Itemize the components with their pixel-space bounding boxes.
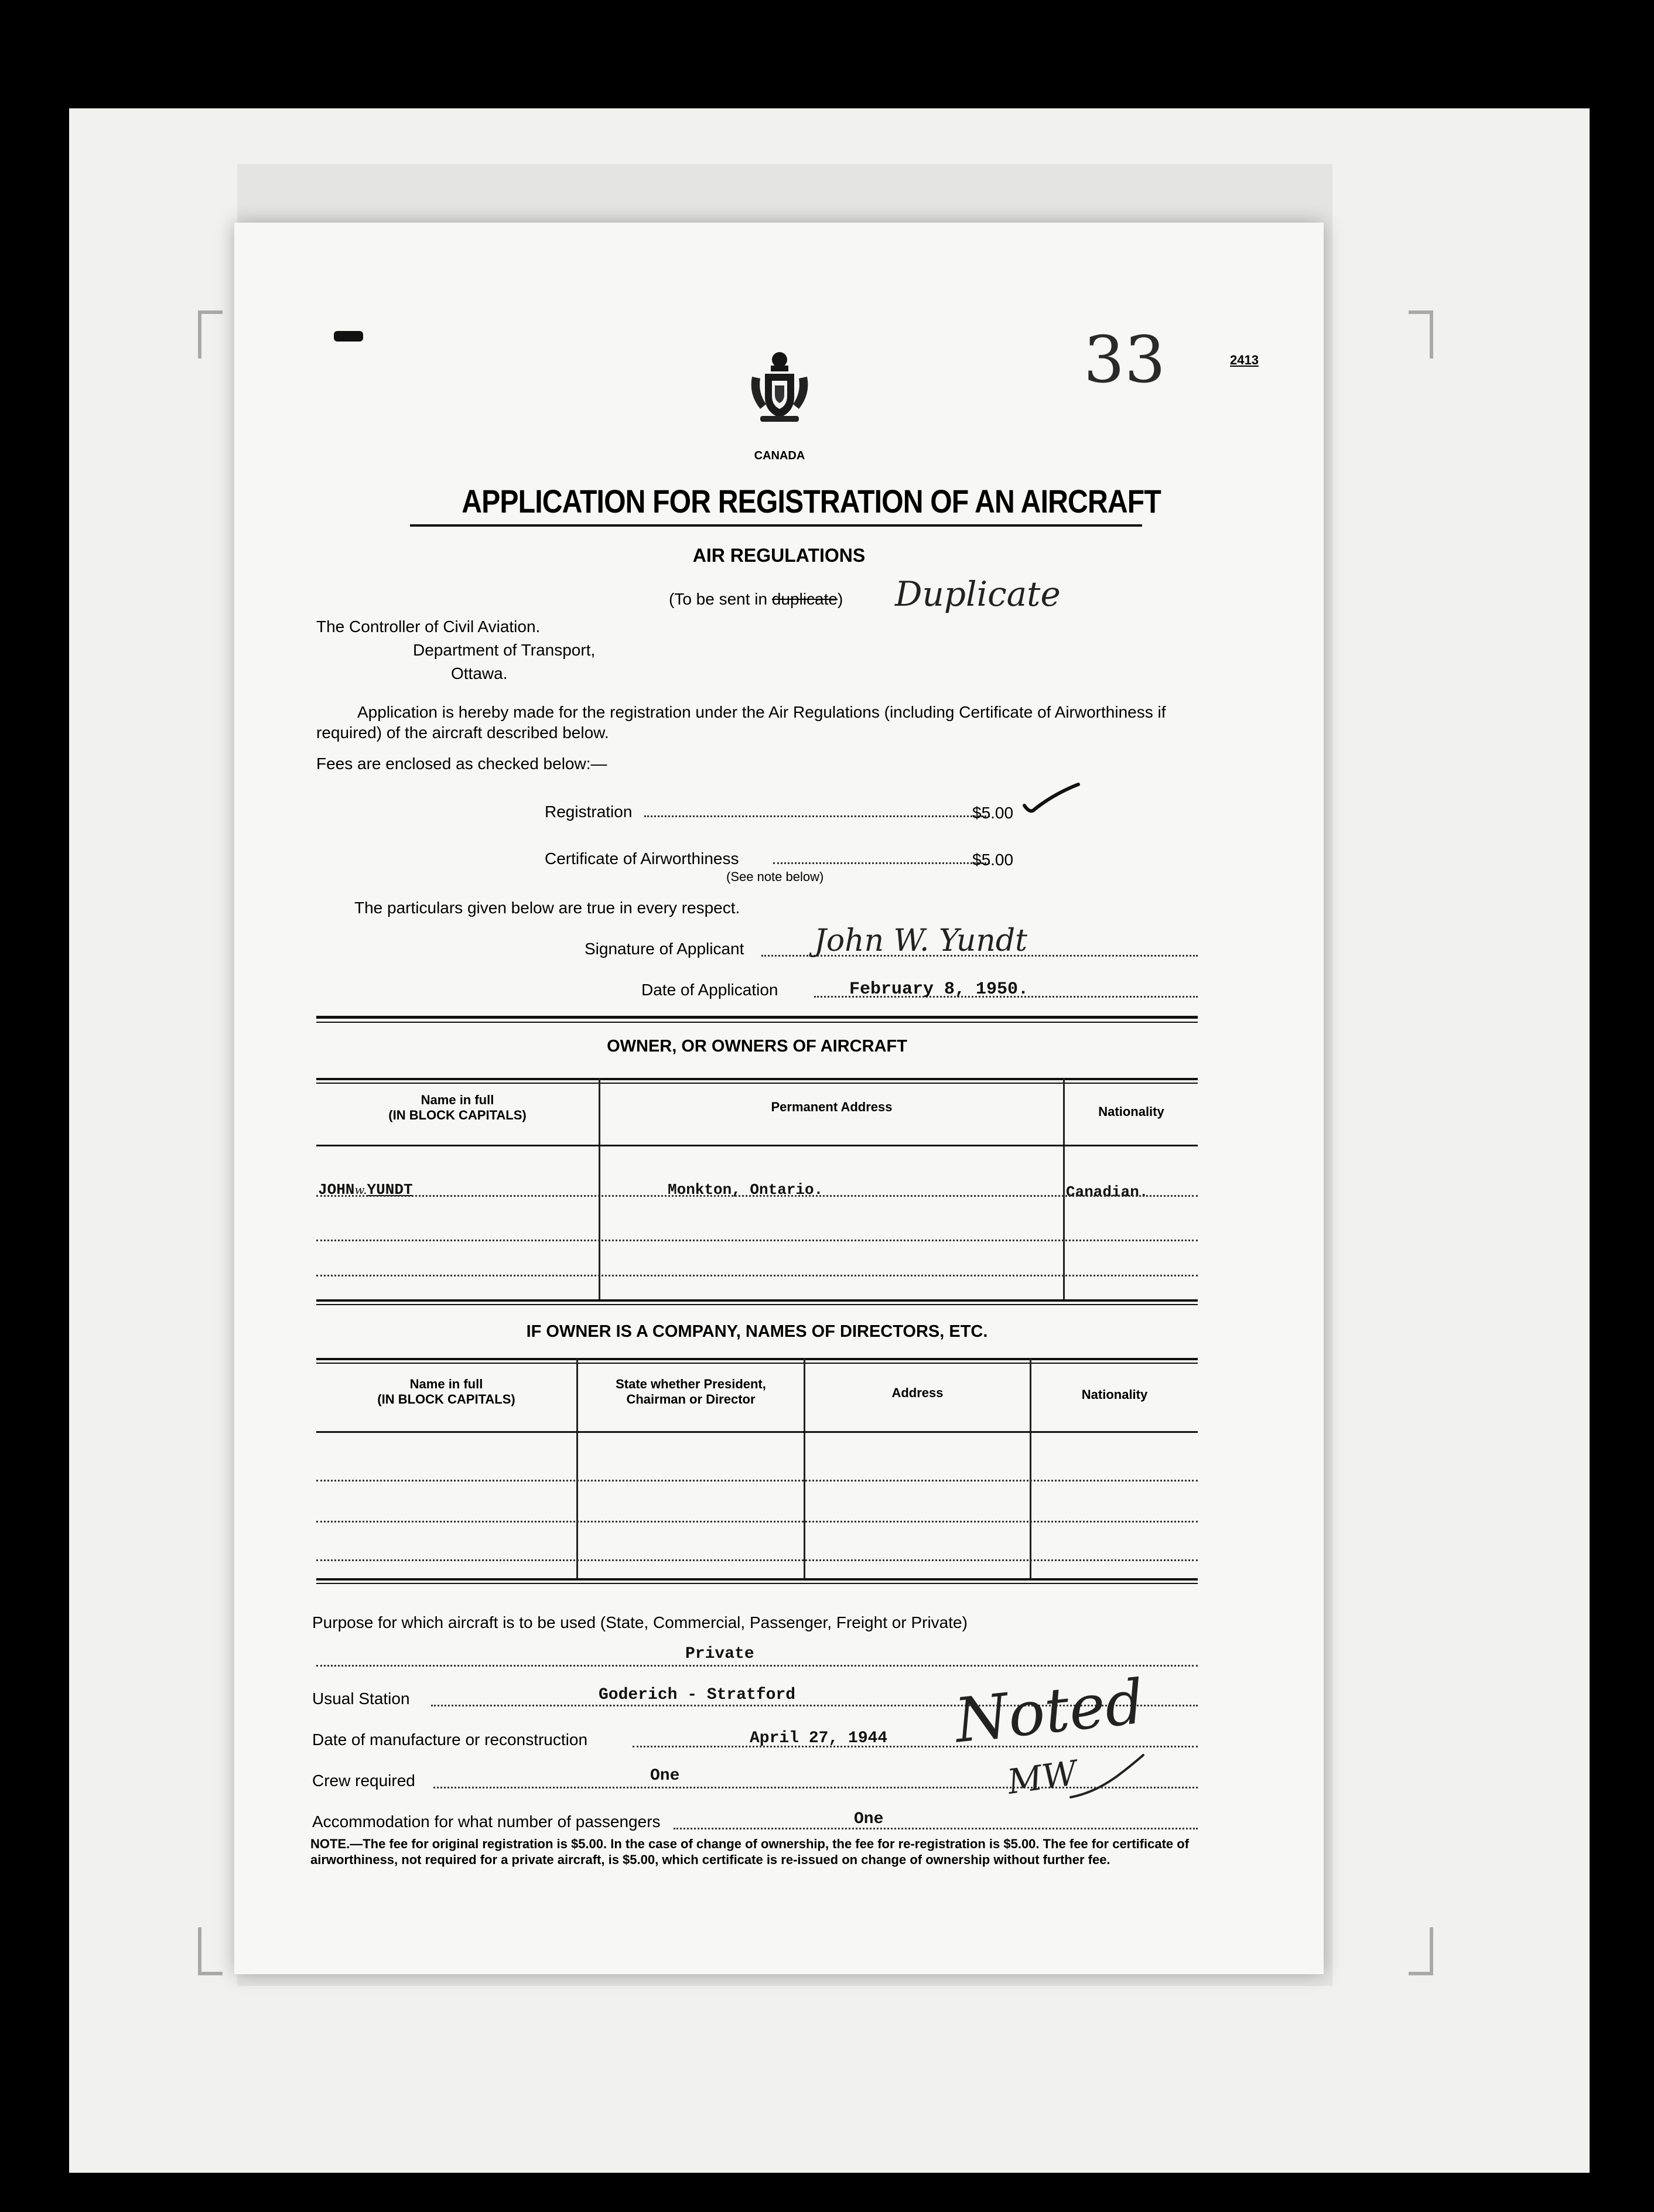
company-bottom-rule-1 bbox=[316, 1578, 1198, 1581]
fee-registration-amount: $5.00 bbox=[972, 804, 1014, 822]
application-text: Application is hereby made for the registration under the Air Regulations (including Certificate of Airworthiness if required) of the aircraft described below. bbox=[316, 703, 1166, 742]
owners-header-bottom bbox=[316, 1145, 1198, 1146]
company-col-name-line2: (IN BLOCK CAPITALS) bbox=[377, 1392, 515, 1407]
owners-bottom-rule-2 bbox=[316, 1304, 1198, 1305]
crew-label: Crew required bbox=[312, 1771, 415, 1790]
fee-airworthiness-note: (See note below) bbox=[726, 869, 824, 884]
company-col-role-line2: Chairman or Director bbox=[626, 1392, 756, 1407]
owner-row-address: Monkton, Ontario. bbox=[668, 1181, 823, 1199]
crop-mark-bottom-left bbox=[198, 1927, 223, 1975]
signature-label: Signature of Applicant bbox=[585, 940, 744, 958]
owners-col-name-line1: Name in full bbox=[421, 1093, 494, 1107]
owner-row-nationality: Canadian. bbox=[1066, 1183, 1149, 1201]
fee-airworthiness-amount: $5.00 bbox=[972, 851, 1014, 869]
owners-col-address: Permanent Address bbox=[771, 1100, 893, 1114]
addressee-line-3: Ottawa. bbox=[451, 664, 508, 682]
passengers-label: Accommodation for what number of passengers bbox=[312, 1812, 661, 1831]
passengers-line bbox=[674, 1828, 1198, 1829]
staple-mark bbox=[334, 331, 363, 342]
passengers-value: One bbox=[854, 1810, 884, 1828]
owners-heading: OWNER, OR OWNERS OF AIRCRAFT bbox=[607, 1037, 907, 1056]
fees-heading: Fees are enclosed as checked below:— bbox=[316, 755, 607, 773]
addressee-line-1: The Controller of Civil Aviation. bbox=[316, 617, 541, 636]
owners-table-rule-1 bbox=[316, 1078, 1198, 1080]
owner-row-line-1 bbox=[316, 1195, 1198, 1197]
station-value: Goderich - Stratford bbox=[599, 1686, 796, 1704]
manufacture-label: Date of manufacture or reconstruction bbox=[312, 1730, 588, 1749]
application-form bbox=[234, 223, 1324, 1974]
owner-name-first: JOHN bbox=[318, 1181, 355, 1199]
company-col-name bbox=[316, 1377, 576, 1408]
company-row-line-2 bbox=[316, 1521, 1198, 1523]
title-underline bbox=[410, 524, 1142, 527]
purpose-value: Private bbox=[685, 1645, 754, 1663]
owners-bottom-rule-1 bbox=[316, 1299, 1198, 1302]
manufacture-value: April 27, 1944 bbox=[750, 1729, 888, 1747]
company-bottom-rule-2 bbox=[316, 1583, 1198, 1584]
company-col-role bbox=[578, 1377, 804, 1408]
company-row-line-1 bbox=[316, 1480, 1198, 1482]
note-text: NOTE.—The fee for original registration is $5.00. In the case of change of ownership, the fee for re-registration is $5.00. The fee for certificate of airworthiness, not required for a private aircraft, is $5.00, which certificate is re-issued on change of ownership without further fee. bbox=[310, 1836, 1190, 1867]
fee-airworthiness-leader bbox=[773, 862, 990, 864]
company-col-address: Address bbox=[891, 1385, 944, 1400]
stamp-number: 33 bbox=[1084, 322, 1166, 397]
company-table-rule-2 bbox=[316, 1363, 1198, 1364]
station-label: Usual Station bbox=[312, 1689, 410, 1708]
owner-row-line-2 bbox=[316, 1240, 1198, 1241]
page-title: APPLICATION FOR REGISTRATION OF AN AIRCRAFT bbox=[462, 483, 1161, 520]
owner-name-last: YUNDT bbox=[367, 1181, 413, 1199]
owners-top-rule-2 bbox=[316, 1022, 1198, 1023]
company-header-bottom bbox=[316, 1431, 1198, 1433]
coat-of-arms-icon bbox=[747, 350, 812, 432]
particulars-text: The particulars given below are true in every respect. bbox=[354, 899, 740, 917]
noted-flourish bbox=[1066, 1752, 1148, 1807]
crop-mark-top-left bbox=[198, 310, 223, 359]
fee-registration-label: Registration bbox=[545, 803, 633, 821]
addressee-line-2: Department of Transport, bbox=[413, 641, 596, 659]
company-table-rule-1 bbox=[316, 1358, 1198, 1360]
owner-name-initial: w. bbox=[354, 1183, 367, 1197]
owners-col-nationality: Nationality bbox=[1098, 1104, 1164, 1119]
send-suffix: ) bbox=[837, 590, 843, 608]
coat-of-arms bbox=[747, 350, 812, 432]
manufacture-line bbox=[633, 1746, 1198, 1747]
noted-initials: MW bbox=[1004, 1753, 1080, 1802]
coat-of-arms-label: CANADA bbox=[754, 449, 805, 462]
fee-registration-check-icon bbox=[1022, 782, 1081, 820]
form-code: 2413 bbox=[1230, 353, 1259, 367]
noted-handwritten: Noted bbox=[951, 1665, 1148, 1757]
date-value: February 8, 1950. bbox=[849, 979, 1029, 999]
send-prefix: (To be sent in bbox=[669, 590, 768, 608]
subtitle: AIR REGULATIONS bbox=[692, 545, 866, 566]
send-instruction bbox=[669, 589, 843, 609]
purpose-line bbox=[316, 1665, 1198, 1667]
date-label: Date of Application bbox=[641, 981, 778, 999]
company-col-nationality: Nationality bbox=[1081, 1387, 1148, 1402]
crew-value: One bbox=[650, 1767, 680, 1785]
send-struck: duplicate bbox=[771, 590, 838, 608]
owner-row-line-3 bbox=[316, 1275, 1198, 1276]
company-heading: IF OWNER IS A COMPANY, NAMES OF DIRECTORS, ETC. bbox=[526, 1322, 988, 1341]
fee-registration-leader bbox=[644, 815, 990, 817]
crop-mark-bottom-right bbox=[1409, 1927, 1433, 1975]
company-col-name-line1: Name in full bbox=[409, 1377, 483, 1391]
send-handwritten: Duplicate bbox=[895, 574, 1061, 614]
fee-airworthiness-label: Certificate of Airworthiness bbox=[545, 849, 739, 868]
owners-col-name bbox=[316, 1093, 599, 1124]
signature-value: John W. Yundt bbox=[814, 923, 1028, 958]
company-col-role-line1: State whether President, bbox=[616, 1377, 766, 1391]
owners-table-rule-2 bbox=[316, 1083, 1198, 1084]
crop-mark-top-right bbox=[1409, 310, 1433, 359]
company-row-line-3 bbox=[316, 1559, 1198, 1561]
owners-col-name-line2: (IN BLOCK CAPITALS) bbox=[388, 1108, 527, 1123]
owners-top-rule-1 bbox=[316, 1016, 1198, 1019]
purpose-label: Purpose for which aircraft is to be used (State, Commercial, Passenger, Freight or Private) bbox=[312, 1613, 968, 1631]
